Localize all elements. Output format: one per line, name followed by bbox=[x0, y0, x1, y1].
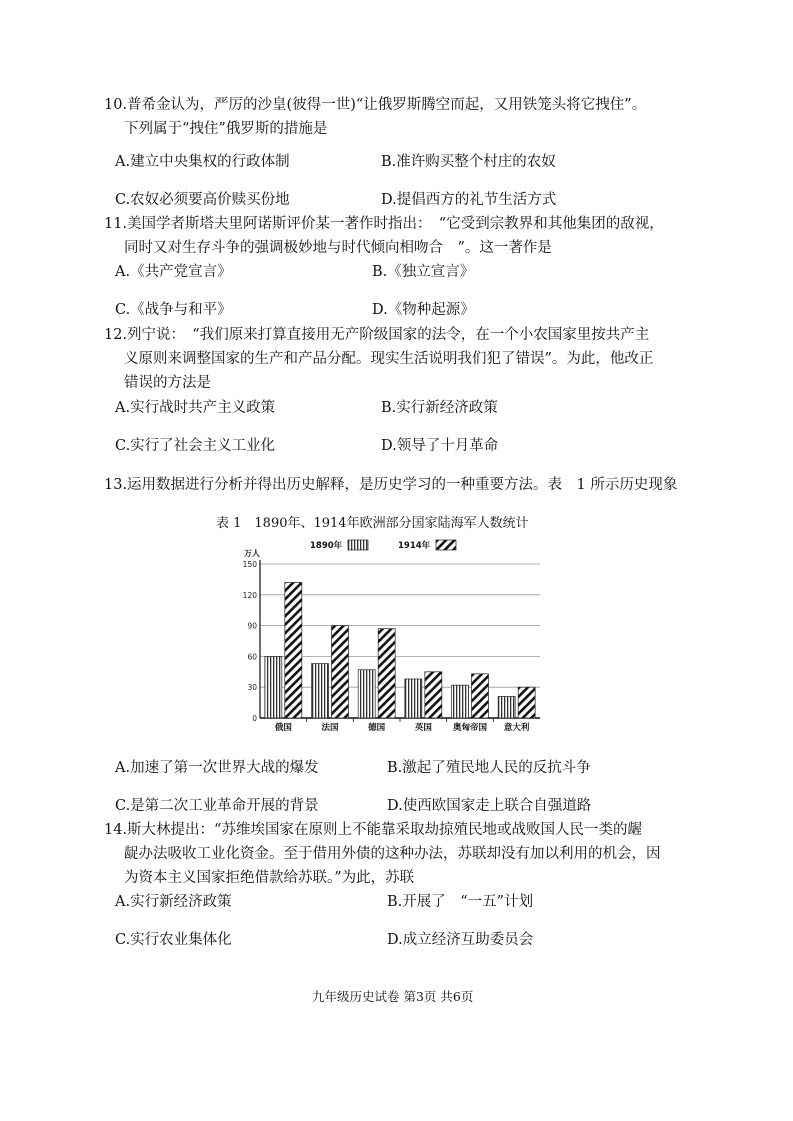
q14-option-c: C.实行农业集体化 bbox=[115, 932, 232, 948]
q14-option-b: B.开展了 “一五”计划 bbox=[387, 894, 534, 910]
q11-stem-line1: 11.美国学者斯塔夫里阿诺斯评价某一著作时指出： “它受到宗教界和其他集团的敌视， bbox=[104, 216, 664, 232]
bar-1890 bbox=[405, 679, 422, 718]
q12-stem-line2: 义原则来调整国家的生产和产品分配。现实生活说明我们犯了错误”。为此，他改正 bbox=[124, 351, 654, 367]
q13-option-c: C.是第二次工业革命开展的背景 bbox=[115, 798, 319, 814]
x-tick-label: 德国 bbox=[368, 723, 386, 733]
bar-1890 bbox=[312, 664, 329, 718]
q14-stem-line1: 14.斯大林提出：“苏维埃国家在原则上不能靠采取劫掠殖民地或战败国人民一类的龌 bbox=[104, 822, 642, 838]
q10-option-b: B.准许购买整个村庄的农奴 bbox=[381, 154, 556, 170]
q14-option-d: D.成立经济互助委员会 bbox=[387, 932, 534, 948]
q13-option-b: B.激起了殖民地人民的反抗斗争 bbox=[387, 760, 591, 776]
bar-1914 bbox=[425, 672, 442, 718]
q13-option-a: A.加速了第一次世界大战的爆发 bbox=[115, 760, 319, 776]
y-tick-label: 30 bbox=[247, 683, 257, 693]
q10-option-a: A.建立中央集权的行政体制 bbox=[115, 154, 290, 170]
q12-option-a: A.实行战时共产主义政策 bbox=[115, 400, 276, 416]
q10-option-d: D.提倡西方的礼节生活方式 bbox=[381, 192, 557, 208]
bar-1914 bbox=[518, 687, 535, 718]
q11-option-c: C.《战争与和平》 bbox=[115, 302, 232, 318]
q11-option-d: D.《物种起源》 bbox=[372, 302, 475, 318]
q12-option-b: B.实行新经济政策 bbox=[381, 400, 498, 416]
y-axis-unit-label: 万人 bbox=[244, 549, 260, 558]
legend-swatch-1890 bbox=[348, 540, 368, 550]
page-footer: 九年级历史试卷 第3页 共6页 bbox=[312, 989, 474, 1004]
y-tick-label: 150 bbox=[242, 560, 257, 569]
x-tick-label: 英国 bbox=[414, 723, 432, 733]
x-tick-label: 俄国 bbox=[274, 723, 292, 733]
q10-option-c: C.农奴必须要高价赎买份地 bbox=[115, 192, 290, 208]
y-tick-label: 0 bbox=[252, 714, 257, 723]
legend-swatch-1914 bbox=[436, 540, 456, 550]
bar-1890 bbox=[452, 685, 469, 718]
y-tick-label: 90 bbox=[247, 621, 257, 631]
x-tick-label: 意大利 bbox=[503, 723, 530, 733]
bar-1914 bbox=[378, 629, 395, 718]
q13-option-d: D.使西欧国家走上联合自强道路 bbox=[387, 798, 592, 814]
y-tick-label: 60 bbox=[247, 652, 257, 662]
q14-stem-line3: 为资本主义国家拒绝借款给苏联。”为此，苏联 bbox=[124, 870, 415, 886]
q13-stem-line1: 13.运用数据进行分析并得出历史解释，是历史学习的一种重要方法。表 1 所示历史现象 bbox=[104, 477, 678, 493]
table-caption: 表 1 1890年、1914年欧洲部分国家陆海军人数统计 bbox=[216, 516, 529, 531]
bar-1914 bbox=[285, 582, 302, 718]
y-tick-label: 120 bbox=[242, 590, 257, 600]
q11-option-b: B.《独立宣言》 bbox=[372, 264, 475, 280]
q11-option-a: A.《共产党宣言》 bbox=[115, 264, 232, 280]
q10-stem-line1: 10.普希金认为，严厉的沙皇(彼得一世)“让俄罗斯腾空而起，又用铁笼头将它拽住”。 bbox=[104, 97, 647, 113]
bar-1890 bbox=[498, 696, 515, 718]
x-tick-label: 法国 bbox=[321, 723, 339, 733]
legend-label-1890: 1890年 bbox=[310, 541, 343, 551]
legend-label-1914: 1914年 bbox=[398, 541, 431, 551]
x-tick-label: 奥匈帝国 bbox=[452, 723, 488, 733]
bar-1914 bbox=[332, 626, 349, 718]
q12-option-c: C.实行了社会主义工业化 bbox=[115, 438, 276, 454]
bar-1914 bbox=[472, 674, 489, 718]
q10-stem-line2: 下列属于“拽住”俄罗斯的措施是 bbox=[124, 121, 328, 137]
q12-option-d: D.领导了十月革命 bbox=[381, 438, 499, 454]
q12-stem-line3: 错误的方法是 bbox=[124, 375, 211, 391]
q12-stem-line1: 12.列宁说： “我们原来打算直接用无产阶级国家的法令，在一个小农国家里按共产主 bbox=[104, 327, 650, 343]
q14-stem-line2: 龊办法吸收工业化资金。至于借用外债的这种办法，苏联却没有加以利用的机会，因 bbox=[124, 846, 661, 862]
bar-1890 bbox=[265, 656, 282, 718]
q11-stem-line2: 同时又对生存斗争的强调极妙地与时代倾向相吻合 ”。这一著作是 bbox=[124, 240, 552, 256]
q14-option-a: A.实行新经济政策 bbox=[115, 894, 232, 910]
bar-1890 bbox=[358, 670, 375, 718]
